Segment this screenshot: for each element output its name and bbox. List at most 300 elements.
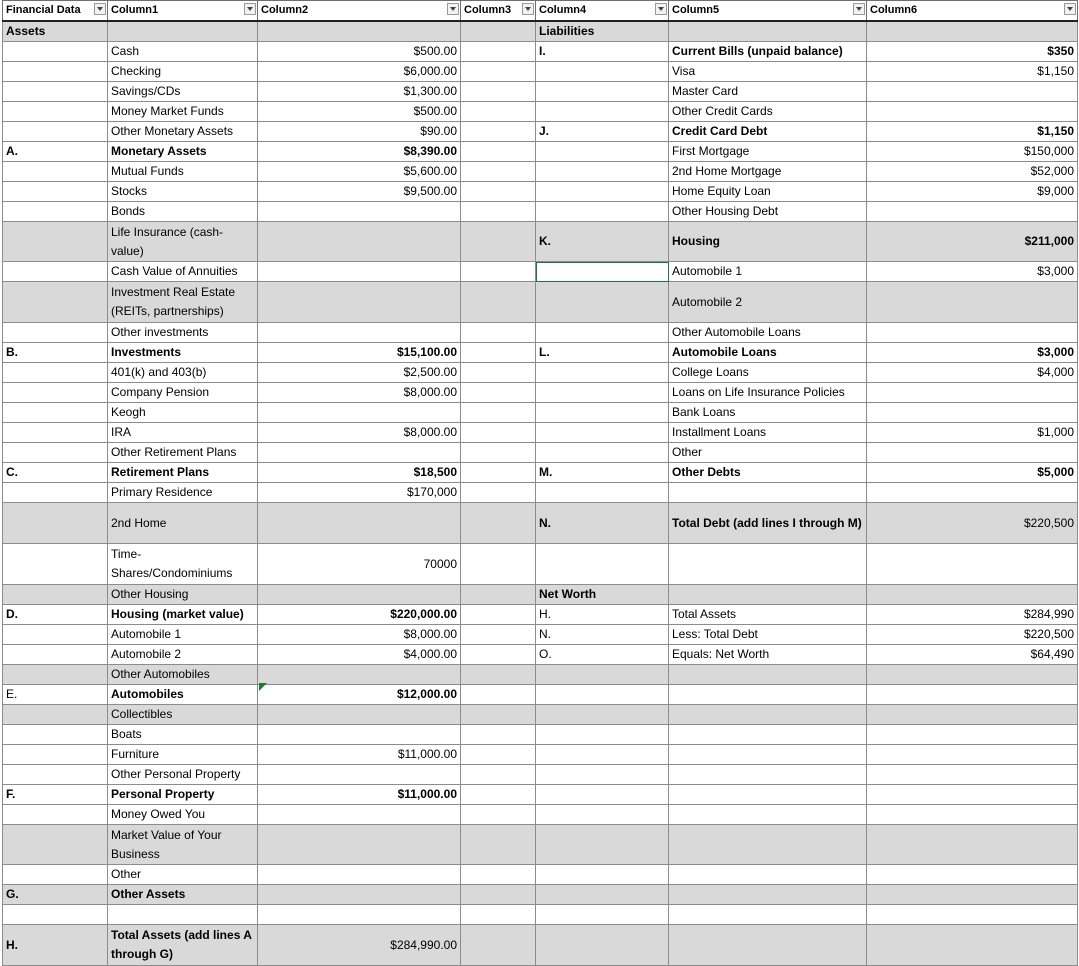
cell[interactable]	[3, 423, 108, 443]
cell[interactable]	[536, 443, 669, 463]
cell[interactable]: $4,000	[867, 363, 1078, 383]
cell[interactable]	[536, 363, 669, 383]
cell[interactable]: Other Housing	[108, 585, 258, 605]
cell[interactable]	[669, 885, 867, 905]
cell[interactable]: Home Equity Loan	[669, 182, 867, 202]
cell[interactable]: Furniture	[108, 745, 258, 765]
cell[interactable]: Other	[669, 443, 867, 463]
cell[interactable]	[867, 685, 1078, 705]
cell[interactable]: $170,000	[258, 483, 461, 503]
cell[interactable]: I.	[536, 42, 669, 62]
column-header-6[interactable]	[867, 1, 1078, 22]
cell[interactable]	[461, 605, 536, 625]
cell[interactable]: $500.00	[258, 102, 461, 122]
cell[interactable]	[867, 865, 1078, 885]
cell[interactable]: M.	[536, 463, 669, 483]
cell[interactable]: Other investments	[108, 323, 258, 343]
cell[interactable]	[536, 483, 669, 503]
cell[interactable]	[669, 585, 867, 605]
cell[interactable]	[3, 665, 108, 685]
cell[interactable]	[669, 905, 867, 925]
cell[interactable]	[461, 62, 536, 82]
cell[interactable]: $8,000.00	[258, 383, 461, 403]
cell[interactable]	[536, 202, 669, 222]
cell[interactable]	[258, 825, 461, 865]
cell[interactable]	[3, 625, 108, 645]
cell[interactable]: G.	[3, 885, 108, 905]
cell[interactable]	[461, 885, 536, 905]
cell[interactable]	[669, 544, 867, 585]
cell[interactable]	[536, 423, 669, 443]
cell[interactable]	[536, 62, 669, 82]
cell[interactable]	[461, 765, 536, 785]
cell[interactable]: Other Monetary Assets	[108, 122, 258, 142]
cell[interactable]	[867, 102, 1078, 122]
cell[interactable]	[3, 645, 108, 665]
cell[interactable]: B.	[3, 343, 108, 363]
cell[interactable]: $350	[867, 42, 1078, 62]
cell[interactable]	[536, 383, 669, 403]
cell[interactable]: Equals: Net Worth	[669, 645, 867, 665]
cell[interactable]	[3, 745, 108, 765]
cell[interactable]: $1,150	[867, 62, 1078, 82]
cell[interactable]	[536, 162, 669, 182]
cell[interactable]	[669, 925, 867, 966]
cell[interactable]	[867, 705, 1078, 725]
cell[interactable]	[669, 825, 867, 865]
cell[interactable]	[3, 222, 108, 262]
cell[interactable]	[461, 503, 536, 544]
cell[interactable]: Company Pension	[108, 383, 258, 403]
column-header-5[interactable]	[669, 1, 867, 22]
cell[interactable]	[461, 443, 536, 463]
cell[interactable]: College Loans	[669, 363, 867, 383]
cell[interactable]	[461, 925, 536, 966]
cell[interactable]: Automobile 2	[108, 645, 258, 665]
cell[interactable]	[3, 82, 108, 102]
cell[interactable]	[867, 905, 1078, 925]
cell[interactable]	[536, 685, 669, 705]
cell[interactable]: C.	[3, 463, 108, 483]
cell[interactable]	[536, 765, 669, 785]
cell[interactable]: $8,390.00	[258, 142, 461, 162]
cell[interactable]: $1,000	[867, 423, 1078, 443]
cell[interactable]: $11,000.00	[258, 745, 461, 765]
cell[interactable]	[536, 905, 669, 925]
column-header-4[interactable]	[536, 1, 669, 22]
cell[interactable]: N.	[536, 625, 669, 645]
cell[interactable]: Other Assets	[108, 885, 258, 905]
cell[interactable]: L.	[536, 343, 669, 363]
cell[interactable]: Personal Property	[108, 785, 258, 805]
cell[interactable]	[536, 665, 669, 685]
cell[interactable]	[536, 885, 669, 905]
cell[interactable]	[3, 865, 108, 885]
cell[interactable]: Mutual Funds	[108, 162, 258, 182]
cell[interactable]: Savings/CDs	[108, 82, 258, 102]
cell[interactable]: Automobile 2	[669, 282, 867, 323]
cell[interactable]	[461, 745, 536, 765]
cell[interactable]	[867, 323, 1078, 343]
cell[interactable]	[461, 162, 536, 182]
cell[interactable]	[108, 21, 258, 42]
cell[interactable]	[461, 102, 536, 122]
cell[interactable]	[258, 765, 461, 785]
cell[interactable]	[536, 102, 669, 122]
cell[interactable]	[867, 82, 1078, 102]
cell[interactable]	[669, 483, 867, 503]
cell[interactable]	[3, 102, 108, 122]
cell[interactable]: $150,000	[867, 142, 1078, 162]
cell[interactable]	[258, 282, 461, 323]
cell[interactable]	[258, 885, 461, 905]
cell[interactable]: Bank Loans	[669, 403, 867, 423]
cell[interactable]: Money Market Funds	[108, 102, 258, 122]
cell[interactable]	[3, 443, 108, 463]
cell[interactable]: Other Housing Debt	[669, 202, 867, 222]
cell[interactable]	[461, 825, 536, 865]
cell[interactable]	[536, 925, 669, 966]
cell[interactable]	[536, 323, 669, 343]
cell[interactable]	[461, 805, 536, 825]
cell[interactable]: Net Worth	[536, 585, 669, 605]
filter-dropdown-icon[interactable]	[522, 3, 534, 15]
cell[interactable]: Monetary Assets	[108, 142, 258, 162]
cell[interactable]	[536, 182, 669, 202]
cell[interactable]	[258, 503, 461, 544]
cell[interactable]: $18,500	[258, 463, 461, 483]
cell[interactable]	[3, 805, 108, 825]
cell[interactable]: Housing	[669, 222, 867, 262]
cell[interactable]: Less: Total Debt	[669, 625, 867, 645]
cell[interactable]: $64,490	[867, 645, 1078, 665]
cell[interactable]: $6,000.00	[258, 62, 461, 82]
filter-dropdown-icon[interactable]	[447, 3, 459, 15]
cell[interactable]	[867, 805, 1078, 825]
cell[interactable]	[258, 705, 461, 725]
cell[interactable]: $284,990	[867, 605, 1078, 625]
cell[interactable]	[867, 725, 1078, 745]
cell[interactable]: $1,150	[867, 122, 1078, 142]
cell[interactable]: F.	[3, 785, 108, 805]
cell[interactable]	[536, 805, 669, 825]
cell[interactable]	[867, 383, 1078, 403]
cell[interactable]: Master Card	[669, 82, 867, 102]
cell[interactable]	[669, 685, 867, 705]
cell[interactable]: $8,000.00	[258, 423, 461, 443]
cell[interactable]	[3, 363, 108, 383]
cell[interactable]	[669, 805, 867, 825]
cell[interactable]	[461, 262, 536, 282]
cell[interactable]: First Mortgage	[669, 142, 867, 162]
cell[interactable]: Other Automobiles	[108, 665, 258, 685]
cell[interactable]	[3, 585, 108, 605]
cell[interactable]: Investment Real Estate (REITs, partnerships)	[108, 282, 258, 323]
cell[interactable]	[669, 785, 867, 805]
cell[interactable]: Cash Value of Annuities	[108, 262, 258, 282]
cell[interactable]	[461, 725, 536, 745]
cell[interactable]: Market Value of Your Business	[108, 825, 258, 865]
column-header-3[interactable]	[461, 1, 536, 22]
cell[interactable]	[536, 785, 669, 805]
cell[interactable]: $3,000	[867, 262, 1078, 282]
cell[interactable]: 401(k) and 403(b)	[108, 363, 258, 383]
cell[interactable]	[3, 323, 108, 343]
cell[interactable]: 70000	[258, 544, 461, 585]
cell[interactable]	[867, 785, 1078, 805]
cell[interactable]: N.	[536, 503, 669, 544]
cell[interactable]: $52,000	[867, 162, 1078, 182]
cell[interactable]	[258, 323, 461, 343]
cell[interactable]	[3, 483, 108, 503]
cell[interactable]: $211,000	[867, 222, 1078, 262]
cell[interactable]	[3, 905, 108, 925]
filter-dropdown-icon[interactable]	[1064, 3, 1076, 15]
cell[interactable]	[536, 82, 669, 102]
cell[interactable]: Other Credit Cards	[669, 102, 867, 122]
cell[interactable]: K.	[536, 222, 669, 262]
cell[interactable]	[461, 343, 536, 363]
cell[interactable]: $500.00	[258, 42, 461, 62]
cell[interactable]: $3,000	[867, 343, 1078, 363]
cell[interactable]: $12,000.00	[258, 685, 461, 705]
cell[interactable]	[669, 21, 867, 42]
filter-dropdown-icon[interactable]	[853, 3, 865, 15]
cell[interactable]	[461, 363, 536, 383]
cell[interactable]	[536, 745, 669, 765]
cell[interactable]	[536, 403, 669, 423]
cell[interactable]	[3, 122, 108, 142]
cell[interactable]: Liabilities	[536, 21, 669, 42]
cell[interactable]	[3, 383, 108, 403]
cell[interactable]: D.	[3, 605, 108, 625]
cell[interactable]: Retirement Plans	[108, 463, 258, 483]
cell[interactable]	[461, 905, 536, 925]
cell[interactable]	[867, 282, 1078, 323]
cell[interactable]	[867, 885, 1078, 905]
cell[interactable]: Other Debts	[669, 463, 867, 483]
cell[interactable]: Other Automobile Loans	[669, 323, 867, 343]
cell[interactable]: $90.00	[258, 122, 461, 142]
cell[interactable]: Automobiles	[108, 685, 258, 705]
cell[interactable]	[669, 665, 867, 685]
cell[interactable]: 2nd Home Mortgage	[669, 162, 867, 182]
cell[interactable]	[867, 443, 1078, 463]
cell[interactable]: Investments	[108, 343, 258, 363]
cell[interactable]	[461, 463, 536, 483]
cell[interactable]: Other Retirement Plans	[108, 443, 258, 463]
cell[interactable]: $5,000	[867, 463, 1078, 483]
cell[interactable]	[258, 262, 461, 282]
cell[interactable]: Housing (market value)	[108, 605, 258, 625]
cell[interactable]	[867, 585, 1078, 605]
column-header-2[interactable]	[258, 1, 461, 22]
cell[interactable]: $11,000.00	[258, 785, 461, 805]
cell[interactable]: Keogh	[108, 403, 258, 423]
cell[interactable]: Bonds	[108, 202, 258, 222]
selected-cell[interactable]	[536, 262, 669, 282]
cell[interactable]	[867, 925, 1078, 966]
cell[interactable]	[258, 403, 461, 423]
cell[interactable]	[461, 785, 536, 805]
cell[interactable]: H.	[3, 925, 108, 966]
cell[interactable]	[536, 544, 669, 585]
cell[interactable]: Current Bills (unpaid balance)	[669, 42, 867, 62]
cell[interactable]	[258, 665, 461, 685]
cell[interactable]: E.	[3, 685, 108, 705]
filter-dropdown-icon[interactable]	[94, 3, 106, 15]
cell[interactable]	[258, 21, 461, 42]
cell[interactable]	[461, 483, 536, 503]
cell[interactable]	[461, 625, 536, 645]
cell[interactable]	[461, 202, 536, 222]
cell[interactable]	[3, 282, 108, 323]
cell[interactable]	[867, 765, 1078, 785]
cell[interactable]: $9,000	[867, 182, 1078, 202]
cell[interactable]	[669, 705, 867, 725]
cell[interactable]: IRA	[108, 423, 258, 443]
cell[interactable]	[461, 122, 536, 142]
cell[interactable]: Visa	[669, 62, 867, 82]
cell[interactable]	[536, 825, 669, 865]
cell[interactable]	[536, 865, 669, 885]
cell[interactable]	[867, 665, 1078, 685]
cell[interactable]	[108, 905, 258, 925]
cell[interactable]	[461, 865, 536, 885]
cell[interactable]: Credit Card Debt	[669, 122, 867, 142]
cell[interactable]	[258, 202, 461, 222]
cell[interactable]	[461, 403, 536, 423]
cell[interactable]	[3, 202, 108, 222]
cell[interactable]: Time-Shares/Condominiums	[108, 544, 258, 585]
cell[interactable]: $2,500.00	[258, 363, 461, 383]
cell[interactable]	[461, 665, 536, 685]
cell[interactable]	[669, 745, 867, 765]
cell[interactable]	[669, 765, 867, 785]
cell[interactable]	[461, 282, 536, 323]
column-header-0[interactable]	[3, 1, 108, 22]
cell[interactable]: $5,600.00	[258, 162, 461, 182]
cell[interactable]	[669, 725, 867, 745]
cell[interactable]: Other Personal Property	[108, 765, 258, 785]
cell[interactable]	[461, 222, 536, 262]
cell[interactable]: 2nd Home	[108, 503, 258, 544]
cell[interactable]: $8,000.00	[258, 625, 461, 645]
cell[interactable]: Cash	[108, 42, 258, 62]
cell[interactable]: Life Insurance (cash-value)	[108, 222, 258, 262]
cell[interactable]	[258, 585, 461, 605]
filter-dropdown-icon[interactable]	[655, 3, 667, 15]
cell[interactable]	[867, 745, 1078, 765]
cell[interactable]	[536, 705, 669, 725]
cell[interactable]: Automobile 1	[108, 625, 258, 645]
cell[interactable]: Total Assets (add lines A through G)	[108, 925, 258, 966]
cell[interactable]	[461, 42, 536, 62]
cell[interactable]: Installment Loans	[669, 423, 867, 443]
cell[interactable]: Automobile 1	[669, 262, 867, 282]
cell[interactable]: J.	[536, 122, 669, 142]
cell[interactable]: Collectibles	[108, 705, 258, 725]
cell[interactable]	[258, 805, 461, 825]
cell[interactable]	[536, 725, 669, 745]
cell[interactable]	[3, 705, 108, 725]
cell[interactable]	[3, 62, 108, 82]
cell[interactable]: $220,500	[867, 503, 1078, 544]
cell[interactable]: Money Owed You	[108, 805, 258, 825]
cell[interactable]: Loans on Life Insurance Policies	[669, 383, 867, 403]
cell[interactable]	[867, 483, 1078, 503]
cell[interactable]	[3, 544, 108, 585]
cell[interactable]	[3, 765, 108, 785]
cell[interactable]	[461, 383, 536, 403]
cell[interactable]: Other	[108, 865, 258, 885]
cell[interactable]: $15,100.00	[258, 343, 461, 363]
cell[interactable]	[461, 423, 536, 443]
cell[interactable]: $284,990.00	[258, 925, 461, 966]
cell[interactable]: $1,300.00	[258, 82, 461, 102]
cell[interactable]	[536, 282, 669, 323]
cell[interactable]	[536, 142, 669, 162]
cell[interactable]	[3, 403, 108, 423]
cell[interactable]	[3, 503, 108, 544]
cell[interactable]	[461, 705, 536, 725]
cell[interactable]	[461, 544, 536, 585]
cell[interactable]	[258, 865, 461, 885]
cell[interactable]	[3, 162, 108, 182]
filter-dropdown-icon[interactable]	[244, 3, 256, 15]
cell[interactable]	[867, 825, 1078, 865]
cell[interactable]	[461, 323, 536, 343]
cell[interactable]	[461, 142, 536, 162]
cell[interactable]: $9,500.00	[258, 182, 461, 202]
cell[interactable]: Total Debt (add lines I through M)	[669, 503, 867, 544]
cell[interactable]: $220,500	[867, 625, 1078, 645]
cell[interactable]: Total Assets	[669, 605, 867, 625]
cell[interactable]: O.	[536, 645, 669, 665]
cell[interactable]: Assets	[3, 21, 108, 42]
cell[interactable]	[669, 865, 867, 885]
cell[interactable]	[3, 42, 108, 62]
cell[interactable]: A.	[3, 142, 108, 162]
cell[interactable]	[867, 544, 1078, 585]
cell[interactable]	[461, 645, 536, 665]
cell[interactable]	[867, 21, 1078, 42]
cell[interactable]: Automobile Loans	[669, 343, 867, 363]
cell[interactable]: Boats	[108, 725, 258, 745]
cell[interactable]	[258, 905, 461, 925]
cell[interactable]: Stocks	[108, 182, 258, 202]
cell[interactable]	[3, 725, 108, 745]
cell[interactable]	[3, 825, 108, 865]
cell[interactable]	[461, 585, 536, 605]
cell[interactable]	[258, 443, 461, 463]
cell[interactable]	[461, 685, 536, 705]
column-header-1[interactable]	[108, 1, 258, 22]
cell[interactable]: $4,000.00	[258, 645, 461, 665]
cell[interactable]	[3, 262, 108, 282]
cell[interactable]	[867, 403, 1078, 423]
cell[interactable]: Checking	[108, 62, 258, 82]
cell[interactable]: Primary Residence	[108, 483, 258, 503]
cell[interactable]: H.	[536, 605, 669, 625]
cell[interactable]	[258, 222, 461, 262]
cell[interactable]	[461, 82, 536, 102]
cell[interactable]	[461, 182, 536, 202]
cell[interactable]	[258, 725, 461, 745]
cell[interactable]	[461, 21, 536, 42]
cell[interactable]	[3, 182, 108, 202]
cell[interactable]	[867, 202, 1078, 222]
